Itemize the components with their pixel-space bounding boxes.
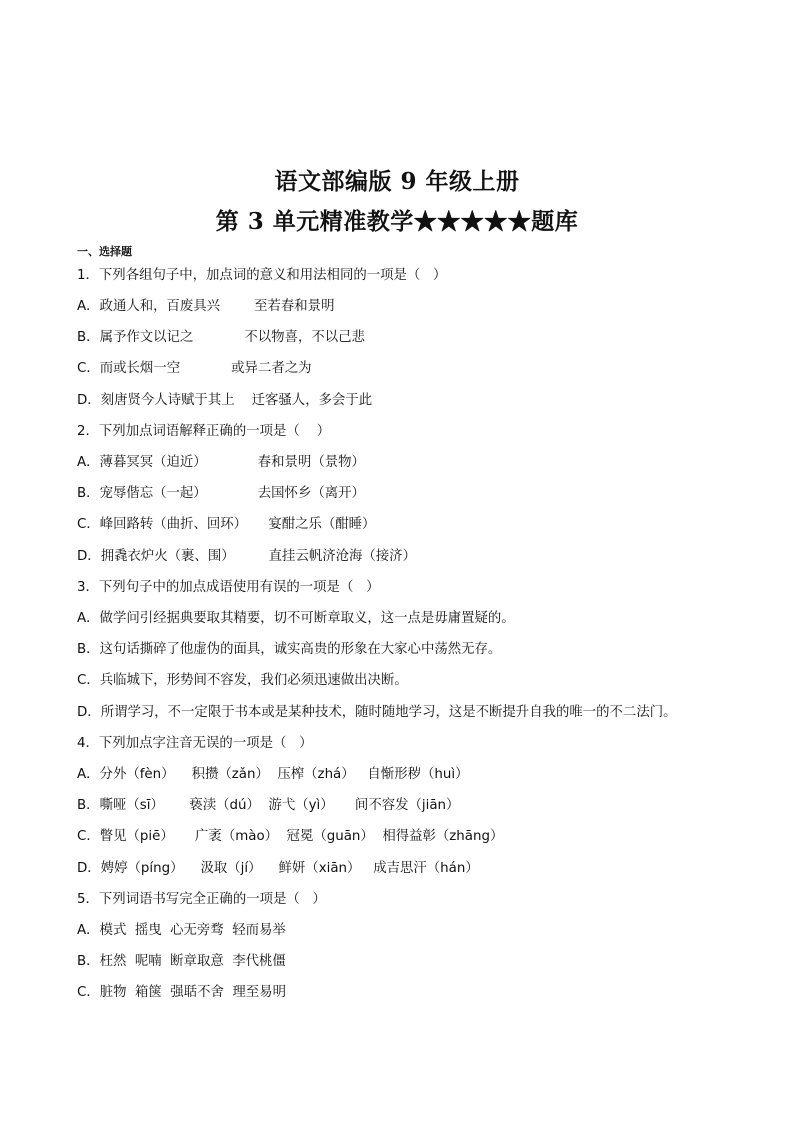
question-1-option-a: A．政通人和，百废具兴 至若春和景明 xyxy=(77,299,335,314)
question-3-option-a: A．做学问引经据典要取其精要，切不可断章取义，这一点是毋庸置疑的。 xyxy=(77,611,515,626)
question-4-option-a: A．分外（fèn） 积攒（zǎn） 压榨（zhá） 自惭形秽（huì） xyxy=(77,767,469,782)
question-4-option-c: C．瞥见（piē） 广袤（mào） 冠冕（guān） 相得益彰（zhāng） xyxy=(77,829,504,844)
question-2-option-d: D．拥毳衣炉火（裹、围） 直挂云帆济沧海（接济） xyxy=(77,549,416,564)
question-1-option-c: C．而或长烟一空 或异二者之为 xyxy=(77,361,312,376)
question-2-option-c: C．峰回路转（曲折、回环） 宴酣之乐（酣睡） xyxy=(77,517,376,532)
question-4-option-d: D．娉婷（píng） 汲取（jí） 鲜妍（xiān） 成吉思汗（hán） xyxy=(77,861,479,876)
question-5-option-a: A．模式 摇曳 心无旁骛 轻而易举 xyxy=(77,923,286,938)
question-2-option-b: B．宠辱偕忘（一起） 去国怀乡（离开） xyxy=(77,486,365,501)
question-1-stem: 1．下列各组句子中，加点词的意义和用法相同的一项是（ ） xyxy=(77,268,447,283)
question-1-option-b: B．属予作文以记之 不以物喜，不以己悲 xyxy=(77,330,365,345)
document-subtitle: 第 3 单元精准教学★★★★★题库 xyxy=(215,208,579,235)
question-5-option-b: B．枉然 呢喃 断章取意 李代桃僵 xyxy=(77,954,286,969)
question-5-option-c: C．脏物 箱箧 强聒不舍 理至易明 xyxy=(77,985,286,1000)
question-1-option-d: D．刻唐贤今人诗赋于其上 迁客骚人，多会于此 xyxy=(77,393,373,408)
question-2-stem: 2．下列加点词语解释正确的一项是（ ） xyxy=(77,424,331,439)
question-5-stem: 5．下列词语书写完全正确的一项是（ ） xyxy=(77,892,326,907)
question-4-option-b: B．嘶哑（sī） 亵渎（dú） 游弋（yì） 间不容发（jiān） xyxy=(77,798,460,813)
question-2-option-a: A．薄暮冥冥（迫近） 春和景明（景物） xyxy=(77,455,365,470)
question-3-option-b: B．这句话撕碎了他虚伪的面具，诚实高贵的形象在大家心中荡然无存。 xyxy=(77,642,502,657)
question-3-option-d: D．所谓学习，不一定限于书本或是某种技术，随时随地学习，这是不断提升自我的唯一的不二法门。 xyxy=(77,705,677,720)
question-4-stem: 4．下列加点字注音无误的一项是（ ） xyxy=(77,736,313,751)
question-3-option-c: C．兵临城下，形势间不容发，我们必须迅速做出决断。 xyxy=(77,673,408,688)
question-3-stem: 3．下列句子中的加点成语使用有误的一项是（ ） xyxy=(77,580,380,595)
document-title: 语文部编版 9 年级上册 xyxy=(274,168,520,195)
section-heading: 一、选择题 xyxy=(77,245,132,258)
